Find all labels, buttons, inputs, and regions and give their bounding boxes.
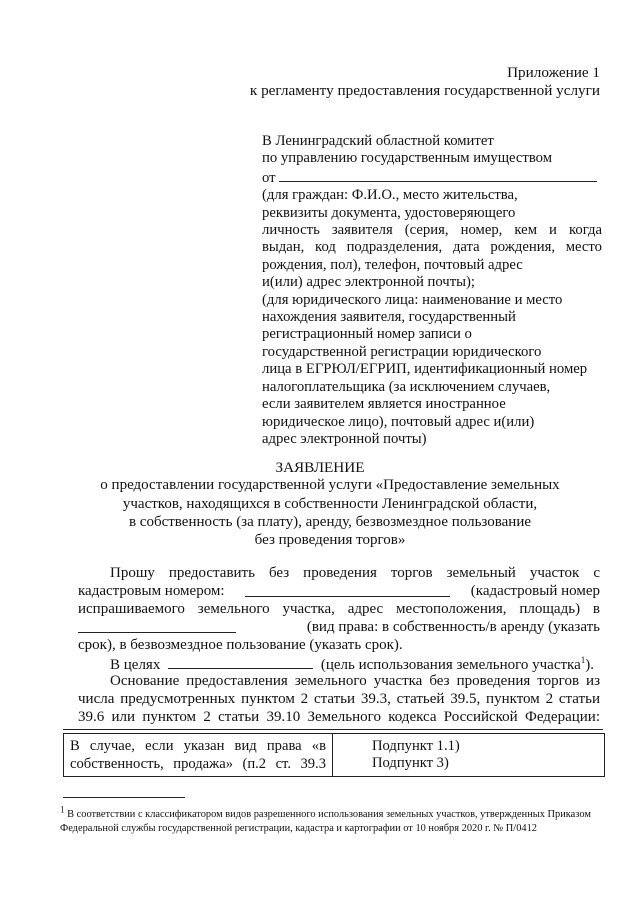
cadastral-label: кадастровым номером: (78, 583, 225, 599)
basis-table-condition-line: В случае, если указан вид права «в (70, 738, 326, 754)
cadastral-number-field[interactable] (245, 583, 450, 597)
addressee-instruction-line: государственной регистрации юридического (262, 343, 542, 360)
footnote-marker: 1 (60, 804, 65, 815)
addressee-instruction-line: нахождения заявителя, государственный (262, 309, 516, 326)
right-type-hint: (вид права: в собственность/в аренду (указать (306, 619, 600, 635)
footnote-rule (63, 797, 185, 798)
purpose-hint-end: ). (585, 657, 595, 673)
addressee-instruction-line: личность заявителя (серия, номер, кем и когда (262, 222, 602, 239)
request-line-5: срок), в безвозмездное пользование (указать срок). (78, 637, 403, 653)
addressee-block (262, 133, 602, 448)
basis-table-divider (332, 734, 333, 776)
addressee-instruction-line: регистрационный номер записи о (262, 326, 472, 343)
addressee-instruction-line: если заявителем является иностранное (262, 396, 506, 413)
purpose-line (110, 655, 600, 674)
basis-table-subclause: Подпункт 3) (372, 755, 449, 771)
request-line-1: Прошу предоставить без проведения торгов земельный участок с (110, 565, 600, 581)
purpose-field[interactable] (168, 655, 313, 669)
basis-line-2: числа предусмотренных пунктом 2 статьи 39.3, статьей 39.5, пунктом 2 статьи (78, 691, 600, 707)
purpose-label: В целях (110, 657, 161, 673)
statement-title: ЗАЯВЛЕНИЕ (275, 459, 365, 476)
addressee-instruction-line: выдан, код подразделения, дата рождения, место (262, 239, 602, 256)
footnote (60, 804, 600, 836)
statement-subtitle-line: участков, находящихся в собственности Ленинградской области, (122, 496, 538, 512)
cadastral-hint: (кадастровый номер (470, 583, 600, 599)
footnote-ref: 1 (580, 655, 586, 665)
addressee-instruction-line: юридическое лицо), почтовый адрес и(или) (262, 413, 535, 430)
statement-subtitle-line: о предоставлении государственной услуги «Предоставление земельных (100, 477, 560, 493)
statement-subtitle-line: без проведения торгов» (254, 532, 406, 548)
basis-line-3: 39.6 или пунктом 2 статьи 39.10 Земельного кодекса Российской Федерации: (78, 709, 600, 725)
statement-subtitle-line: в собственность (за плату), аренду, безвозмездное пользование (128, 514, 532, 530)
addressee-instruction-line: (для юридического лица: наименование и место (262, 291, 563, 308)
addressee-committee-cont: по управлению государственным имуществом (262, 150, 553, 167)
from-blank-field[interactable] (279, 168, 597, 182)
addressee-instruction-line: налогоплательщика (за исключением случаев, (262, 378, 551, 395)
appendix-reference: к регламенту предоставления государственной услуги (249, 82, 600, 99)
footnote-text: В соответствии с классификатором видов разрешенного использования земельных участков, утвержденных Приказом Федеральной службы государственной регистрации, кадастра и картографии от 10 ноября 2020 г. № П/0412 (60, 809, 591, 834)
from-line (262, 168, 602, 187)
basis-table-subclause-cell (372, 738, 460, 772)
basis-underline (63, 729, 603, 730)
request-line-3: испрашиваемого земельного участка, адрес местоположения, площадь) в (78, 601, 600, 617)
right-type-field[interactable] (78, 619, 236, 633)
from-label: от (262, 169, 276, 186)
basis-line-1: Основание предоставления земельного участка без проведения торгов из (110, 673, 600, 689)
addressee-instruction-line: реквизиты документа, удостоверяющего (262, 204, 516, 221)
basis-table (63, 733, 605, 777)
addressee-instruction-line: рождения, пол), телефон, почтовый адрес (262, 256, 523, 273)
request-line-2 (78, 583, 600, 600)
basis-table-subclause: Подпункт 1.1) (372, 738, 460, 754)
addressee-instruction-line: адрес электронной почты) (262, 430, 427, 447)
addressee-instruction-line: (для граждан: Ф.И.О., место жительства, (262, 187, 518, 204)
basis-table-condition-cell (70, 737, 326, 773)
purpose-hint: (цель использования земельного участка (320, 657, 581, 673)
request-line-4 (78, 619, 600, 636)
addressee-instruction-line: лица в ЕГРЮЛ/ЕГРИП, идентификационный номер (262, 361, 588, 378)
addressee-committee: В Ленинградский областной комитет (262, 133, 494, 149)
basis-table-condition-line: собственность, продажа» (п.2 ст. 39.3 (70, 756, 326, 772)
appendix-number: Приложение 1 (507, 64, 600, 81)
addressee-instruction-line: и(или) адрес электронной почты); (262, 274, 475, 291)
